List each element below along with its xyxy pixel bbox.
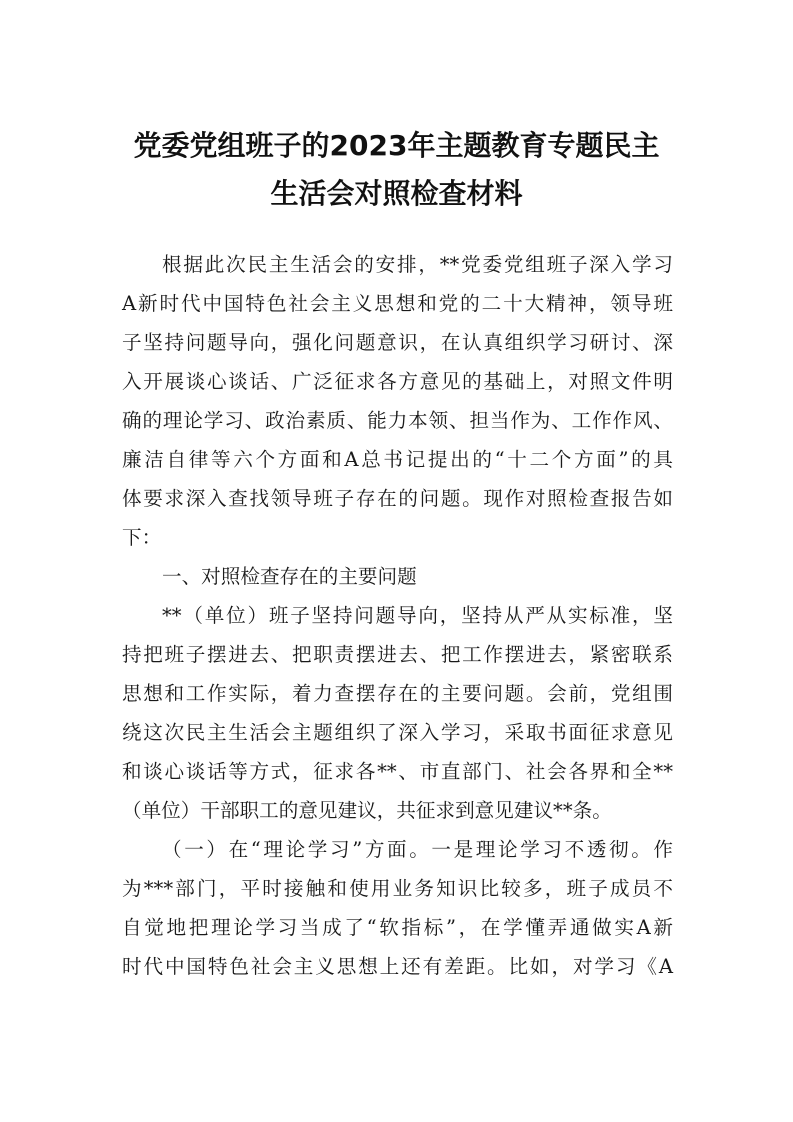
intro-paragraph-line: 确的理论学习、政治素质、能力本领、担当作为、工作作风、 xyxy=(122,409,673,432)
section-paragraph-line: 和谈心谈话等方式，征求各**、市直部门、社会各界和全** xyxy=(122,760,673,783)
section-paragraph-line: 思想和工作实际，着力查摆存在的主要问题。会前，党组围 xyxy=(122,682,673,705)
section-paragraph-line: 绕这次民主生活会主题组织了深入学习，采取书面征求意见 xyxy=(122,721,673,744)
section-paragraph-line: （单位）干部职工的意见建议，共征求到意见建议**条。 xyxy=(122,799,612,822)
intro-paragraph-line: A新时代中国特色社会主义思想和党的二十大精神，领导班 xyxy=(122,292,673,315)
intro-paragraph-line: 子坚持问题导向，强化问题意识，在认真组织学习研讨、深 xyxy=(122,331,673,354)
intro-paragraph-line: 入开展谈心谈话、广泛征求各方意见的基础上，对照文件明 xyxy=(122,370,673,393)
section-heading: 一、对照检查存在的主要问题 xyxy=(162,565,417,588)
subsection-paragraph-line: 为***部门，平时接触和使用业务知识比较多，班子成员不 xyxy=(122,877,673,900)
section-paragraph-line: **（单位）班子坚持问题导向，坚持从严从实标准，坚 xyxy=(162,604,673,627)
subsection-paragraph-line: 自觉地把理论学习当成了“软指标”，在学懂弄通做实A新 xyxy=(122,916,673,939)
document-title-line-1: 党委党组班子的2023年主题教育专题民主 xyxy=(133,129,660,162)
intro-paragraph-line: 根据此次民主生活会的安排，**党委党组班子深入学习 xyxy=(162,253,673,276)
subsection-paragraph-line: 时代中国特色社会主义思想上还有差距。比如，对学习《A xyxy=(122,955,673,978)
intro-paragraph-line: 下： xyxy=(122,526,162,549)
intro-paragraph-line: 体要求深入查找领导班子存在的问题。现作对照检查报告如 xyxy=(122,487,673,510)
intro-paragraph-line: 廉洁自律等六个方面和A总书记提出的“十二个方面”的具 xyxy=(122,448,673,471)
section-paragraph-line: 持把班子摆进去、把职责摆进去、把工作摆进去，紧密联系 xyxy=(122,643,673,666)
document-title-line-2: 生活会对照检查材料 xyxy=(270,177,523,210)
subsection-paragraph-line: （一）在“理论学习”方面。一是理论学习不透彻。作 xyxy=(162,838,673,861)
